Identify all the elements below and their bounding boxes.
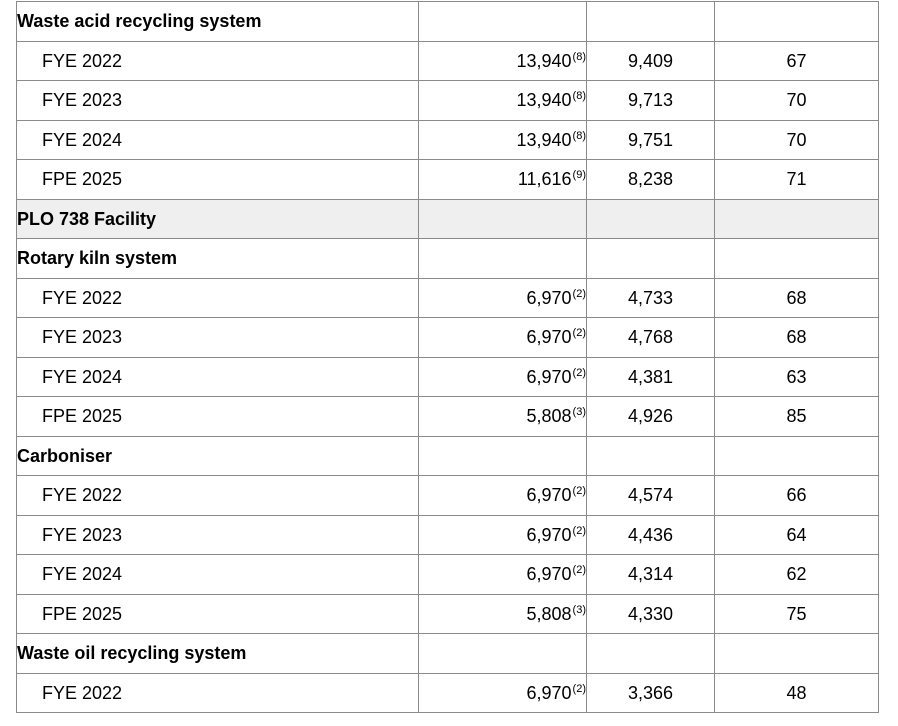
table-row <box>17 318 879 358</box>
capacity-value: 6,970 <box>526 366 572 387</box>
capacity-cell <box>419 160 587 200</box>
period-label: FYE 2022 <box>17 673 419 713</box>
section-header-row <box>17 199 879 239</box>
utilisation-cell <box>715 634 879 674</box>
footnote-ref: (3) <box>572 406 586 419</box>
capacity-value: 6,970 <box>526 485 572 506</box>
capacity-cell <box>419 318 587 358</box>
capacity-cell <box>419 2 587 42</box>
capacity-cell <box>419 357 587 397</box>
output-cell: 9,713 <box>587 81 715 121</box>
utilisation-cell: 68 <box>715 278 879 318</box>
utilisation-cell <box>715 2 879 42</box>
table-row <box>17 357 879 397</box>
utilisation-cell: 75 <box>715 594 879 634</box>
output-cell: 3,366 <box>587 673 715 713</box>
footnote-ref: (2) <box>572 327 586 340</box>
section-label: Rotary kiln system <box>17 239 419 279</box>
capacity-cell <box>419 673 587 713</box>
period-label: FPE 2025 <box>17 160 419 200</box>
table-row <box>17 673 879 713</box>
footnote-ref: (8) <box>572 129 586 142</box>
footnote-ref: (2) <box>572 287 586 300</box>
capacity-value: 6,970 <box>526 564 572 585</box>
period-label: FPE 2025 <box>17 397 419 437</box>
utilisation-cell: 70 <box>715 81 879 121</box>
period-label: FPE 2025 <box>17 594 419 634</box>
period-label: FYE 2023 <box>17 81 419 121</box>
table-row <box>17 515 879 555</box>
period-label: FYE 2023 <box>17 515 419 555</box>
utilisation-cell: 48 <box>715 673 879 713</box>
capacity-value: 13,940 <box>516 90 572 111</box>
capacity-cell <box>419 81 587 121</box>
output-cell: 4,768 <box>587 318 715 358</box>
capacity-cell <box>419 41 587 81</box>
output-cell <box>587 436 715 476</box>
output-cell: 4,330 <box>587 594 715 634</box>
output-cell: 4,314 <box>587 555 715 595</box>
footnote-ref: (8) <box>572 90 586 103</box>
section-label: Waste oil recycling system <box>17 634 419 674</box>
period-label: FYE 2024 <box>17 357 419 397</box>
capacity-utilisation-table <box>16 1 879 713</box>
capacity-cell <box>419 594 587 634</box>
capacity-value: 6,970 <box>526 287 572 308</box>
capacity-value: 13,940 <box>516 50 572 71</box>
utilisation-cell: 67 <box>715 41 879 81</box>
capacity-cell <box>419 515 587 555</box>
output-cell: 4,733 <box>587 278 715 318</box>
capacity-cell <box>419 199 587 239</box>
section-header-row <box>17 436 879 476</box>
utilisation-cell <box>715 239 879 279</box>
table-body <box>17 2 879 713</box>
capacity-cell <box>419 120 587 160</box>
output-cell: 9,751 <box>587 120 715 160</box>
period-label: FYE 2023 <box>17 318 419 358</box>
output-cell: 4,574 <box>587 476 715 516</box>
utilisation-cell: 68 <box>715 318 879 358</box>
capacity-cell <box>419 436 587 476</box>
footnote-ref: (2) <box>572 366 586 379</box>
section-label: Carboniser <box>17 436 419 476</box>
utilisation-cell: 70 <box>715 120 879 160</box>
footnote-ref: (2) <box>572 682 586 695</box>
utilisation-cell: 66 <box>715 476 879 516</box>
capacity-value: 11,616 <box>517 169 572 190</box>
period-label: FYE 2022 <box>17 41 419 81</box>
section-label: Waste acid recycling system <box>17 2 419 42</box>
capacity-cell <box>419 555 587 595</box>
capacity-cell <box>419 239 587 279</box>
table-row <box>17 41 879 81</box>
capacity-value: 5,808 <box>526 603 572 624</box>
footnote-ref: (3) <box>572 603 586 616</box>
table-row <box>17 278 879 318</box>
output-cell <box>587 239 715 279</box>
section-header-row <box>17 239 879 279</box>
table-row <box>17 160 879 200</box>
utilisation-cell: 62 <box>715 555 879 595</box>
output-cell: 4,926 <box>587 397 715 437</box>
table-row <box>17 555 879 595</box>
output-cell: 4,381 <box>587 357 715 397</box>
table-row <box>17 81 879 121</box>
footnote-ref: (8) <box>572 50 586 63</box>
capacity-value: 6,970 <box>526 524 572 545</box>
output-cell: 4,436 <box>587 515 715 555</box>
utilisation-cell: 71 <box>715 160 879 200</box>
output-cell <box>587 199 715 239</box>
capacity-value: 6,970 <box>526 682 572 703</box>
capacity-value: 6,970 <box>526 327 572 348</box>
capacity-cell <box>419 397 587 437</box>
footnote-ref: (9) <box>572 169 586 182</box>
footnote-ref: (2) <box>572 485 586 498</box>
table-row <box>17 397 879 437</box>
capacity-value: 13,940 <box>516 129 572 150</box>
footnote-ref: (2) <box>572 564 586 577</box>
capacity-cell <box>419 476 587 516</box>
output-cell <box>587 2 715 42</box>
utilisation-cell: 85 <box>715 397 879 437</box>
table-row <box>17 476 879 516</box>
period-label: FYE 2024 <box>17 555 419 595</box>
utilisation-cell: 64 <box>715 515 879 555</box>
section-label: PLO 738 Facility <box>17 199 419 239</box>
capacity-value: 5,808 <box>526 406 572 427</box>
output-cell: 8,238 <box>587 160 715 200</box>
period-label: FYE 2024 <box>17 120 419 160</box>
utilisation-cell <box>715 199 879 239</box>
period-label: FYE 2022 <box>17 278 419 318</box>
capacity-cell <box>419 278 587 318</box>
section-header-row <box>17 2 879 42</box>
period-label: FYE 2022 <box>17 476 419 516</box>
footnote-ref: (2) <box>572 524 586 537</box>
output-cell: 9,409 <box>587 41 715 81</box>
utilisation-cell <box>715 436 879 476</box>
table-row <box>17 594 879 634</box>
capacity-cell <box>419 634 587 674</box>
table-row <box>17 120 879 160</box>
section-header-row <box>17 634 879 674</box>
utilisation-cell: 63 <box>715 357 879 397</box>
output-cell <box>587 634 715 674</box>
